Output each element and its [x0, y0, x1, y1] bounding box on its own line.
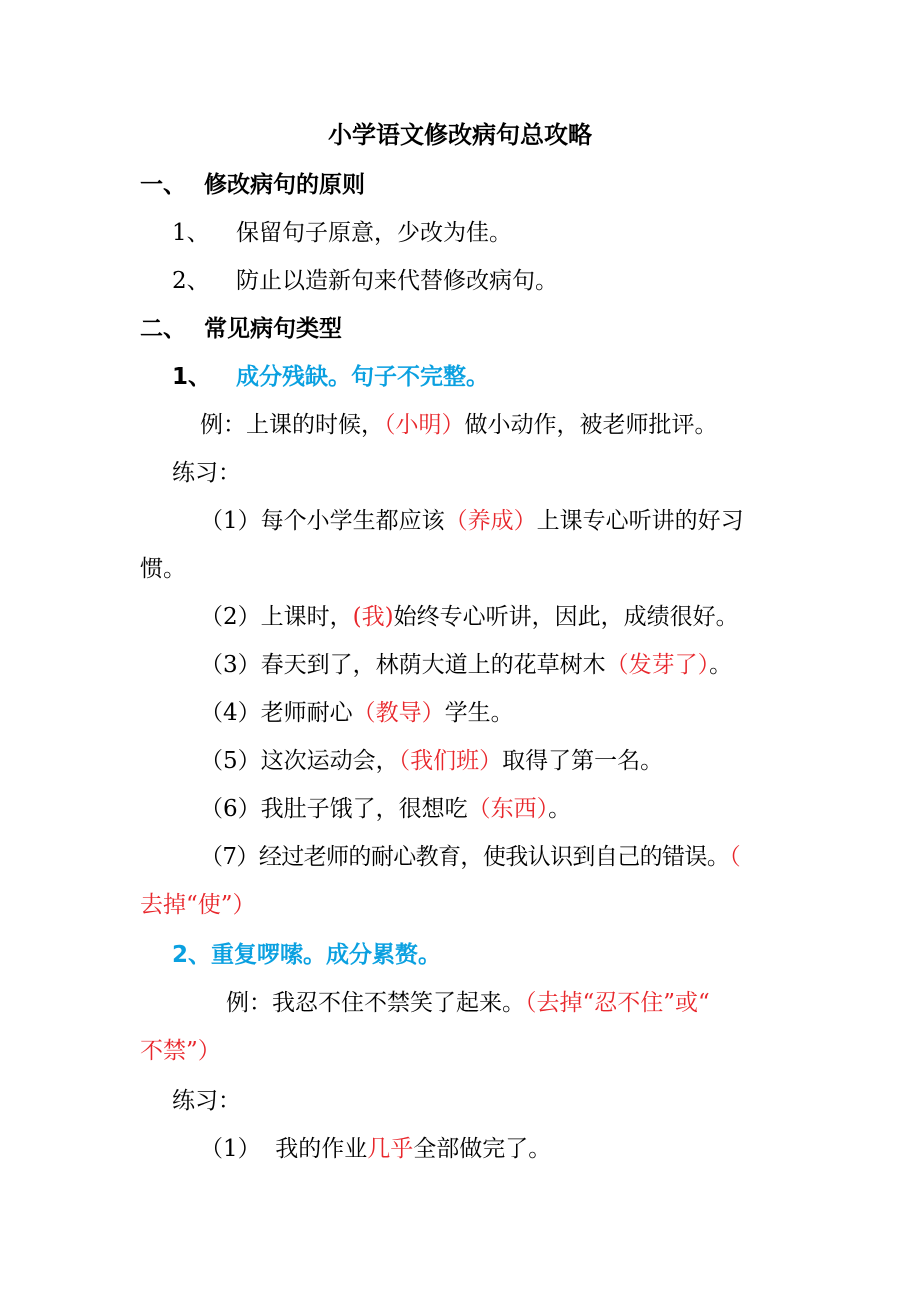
exercise-fix: (我): [352, 604, 394, 630]
exercise-text-end: 。: [709, 652, 733, 678]
exercise-text: （7）经过老师的耐心教育，使我认识到自己的错误。: [200, 844, 730, 870]
exercise-line: [200, 794, 571, 824]
type-1-number: 1、: [172, 364, 212, 390]
exercise-fix: （教导）: [352, 700, 445, 726]
principle-text: 保留句子原意，少改为佳。: [236, 220, 512, 246]
exercise-text: （1）每个小学生都应该: [200, 508, 445, 534]
exercise-text: （4）老师耐心: [200, 700, 353, 726]
example-fix-continuation: 不禁”）: [140, 1038, 221, 1064]
exercise-line: [200, 1134, 551, 1164]
principle-item: [172, 266, 558, 296]
exercise-line: [200, 602, 739, 632]
exercise-line: [200, 842, 740, 872]
exercise-text-end: 学生。: [444, 700, 514, 726]
type-1-title: 成分残缺。句子不完整。: [236, 364, 489, 390]
exercise-text-end: 始终专心听讲，因此，成绩很好。: [393, 604, 739, 630]
exercise-text: （5）这次运动会，: [200, 748, 399, 774]
exercise-fix: （: [729, 844, 741, 870]
exercise-fix: 几乎: [367, 1136, 414, 1162]
exercise-text-end: 上课专心听讲的好习: [536, 508, 744, 534]
section-1-number: 一、: [140, 172, 186, 198]
example-text: 例：上课的时候，: [200, 412, 384, 438]
section-2-title: 常见病句类型: [204, 316, 342, 342]
practice-label: 练习：: [172, 1088, 241, 1114]
principle-text: 防止以造新句来代替修改病句。: [236, 268, 558, 294]
principle-number: 1、: [172, 220, 210, 246]
exercise-text: （6）我肚子饿了，很想吃: [200, 796, 468, 822]
section-2-number: 二、: [140, 316, 186, 342]
exercise-text-end: 。: [548, 796, 572, 822]
exercise-text-end: 取得了第一名。: [502, 748, 664, 774]
exercise-fix: （养成）: [444, 508, 537, 534]
exercise-line: [200, 698, 514, 728]
example-text: 例：我忍不住不禁笑了起来。: [226, 990, 525, 1016]
practice-label: 练习：: [172, 460, 241, 486]
principle-number: 2、: [172, 268, 210, 294]
exercise-line: [200, 506, 744, 536]
exercise-continuation: 惯。: [140, 556, 186, 582]
exercise-text: （2）上课时，: [200, 604, 353, 630]
exercise-text-end: 全部做完了。: [413, 1136, 552, 1162]
type-1-example: [200, 410, 718, 440]
exercise-line: [200, 650, 732, 680]
exercise-fix-continuation: 去掉“使”）: [140, 892, 256, 918]
type-2-heading: 2、重复啰嗦。成分累赘。: [172, 942, 442, 968]
exercise-fix: （东西）: [467, 796, 549, 822]
exercise-fix: （我们班）: [398, 748, 503, 774]
document-title: 小学语文修改病句总攻略: [328, 121, 592, 149]
type-1-heading: [172, 362, 489, 392]
example-fix: （小明）: [384, 412, 465, 438]
section-1-title: 修改病句的原则: [204, 172, 365, 198]
principle-item: [172, 218, 512, 248]
exercise-fix: （发芽了）: [605, 652, 710, 678]
section-1-heading: [140, 170, 365, 200]
example-fix: （去掉“忍不住”或“: [525, 990, 710, 1016]
example-text-end: 做小动作，被老师批评。: [464, 412, 718, 438]
exercise-line: [200, 746, 663, 776]
type-2-example: [226, 988, 710, 1018]
exercise-text: （1） 我的作业: [200, 1136, 368, 1162]
section-2-heading: [140, 314, 342, 344]
exercise-text: （3）春天到了，林荫大道上的花草树木: [200, 652, 606, 678]
